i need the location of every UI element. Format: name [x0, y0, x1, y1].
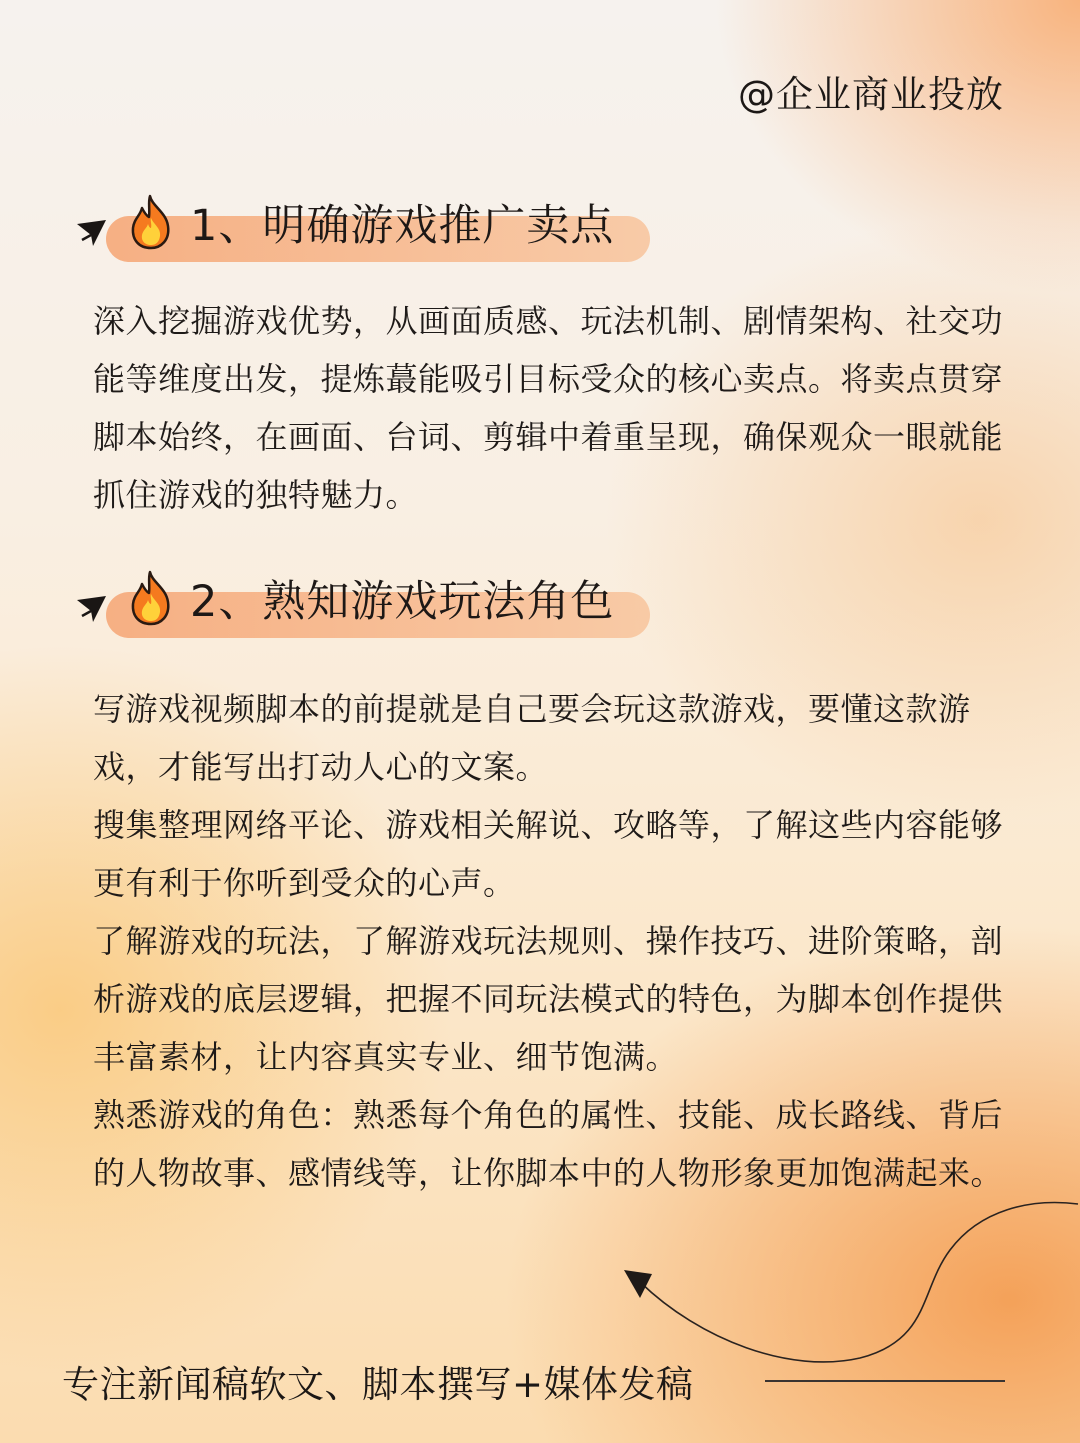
section-2-body	[93, 680, 1003, 1202]
paragraph: 写游戏视频脚本的前提就是自己要会玩这款游戏，要懂这款游戏，才能写出打动人心的文案。	[93, 690, 971, 786]
footer-tagline: 专注新闻稿软文、脚本撰写+媒体发稿	[62, 1363, 694, 1406]
section-title: 2、熟知游戏玩法角色	[190, 577, 615, 627]
fire-icon	[128, 570, 174, 626]
curved-arrow-icon	[600, 1190, 1080, 1370]
section-1-heading	[76, 194, 676, 274]
arrow-pointer-icon	[76, 594, 108, 624]
paragraph: 了解游戏的玩法，了解游戏玩法规则、操作技巧、进阶策略，剖析游戏的底层逻辑，把握不同玩法模式的特色，为脚本创作提供丰富素材，让内容真实专业、细节饱满。	[93, 922, 1004, 1076]
paragraph: 熟悉游戏的角色：熟悉每个角色的属性、技能、成长路线、背后的人物故事、感情线等，让你脚本中的人物形象更加饱满起来。	[93, 1096, 1004, 1192]
arrow-pointer-icon	[76, 218, 108, 248]
section-title: 1、明确游戏推广卖点	[190, 201, 615, 251]
paragraph: 深入挖掘游戏优势，从画面质感、玩法机制、剧情架构、社交功能等维度出发，提炼蕞能吸引目标受众的核心卖点。将卖点贯穿脚本始终，在画面、台词、剪辑中着重呈现，确保观众一眼就能抓住游戏的独特魅力。	[93, 302, 1004, 514]
watermark: @企业商业投放	[738, 73, 1004, 116]
fire-icon	[128, 194, 174, 250]
section-1-body	[93, 292, 1003, 524]
footer-divider	[765, 1380, 1005, 1382]
section-2-heading	[76, 570, 676, 650]
paragraph: 搜集整理网络平论、游戏相关解说、攻略等，了解这些内容能够更有利于你听到受众的心声。	[93, 806, 1004, 902]
